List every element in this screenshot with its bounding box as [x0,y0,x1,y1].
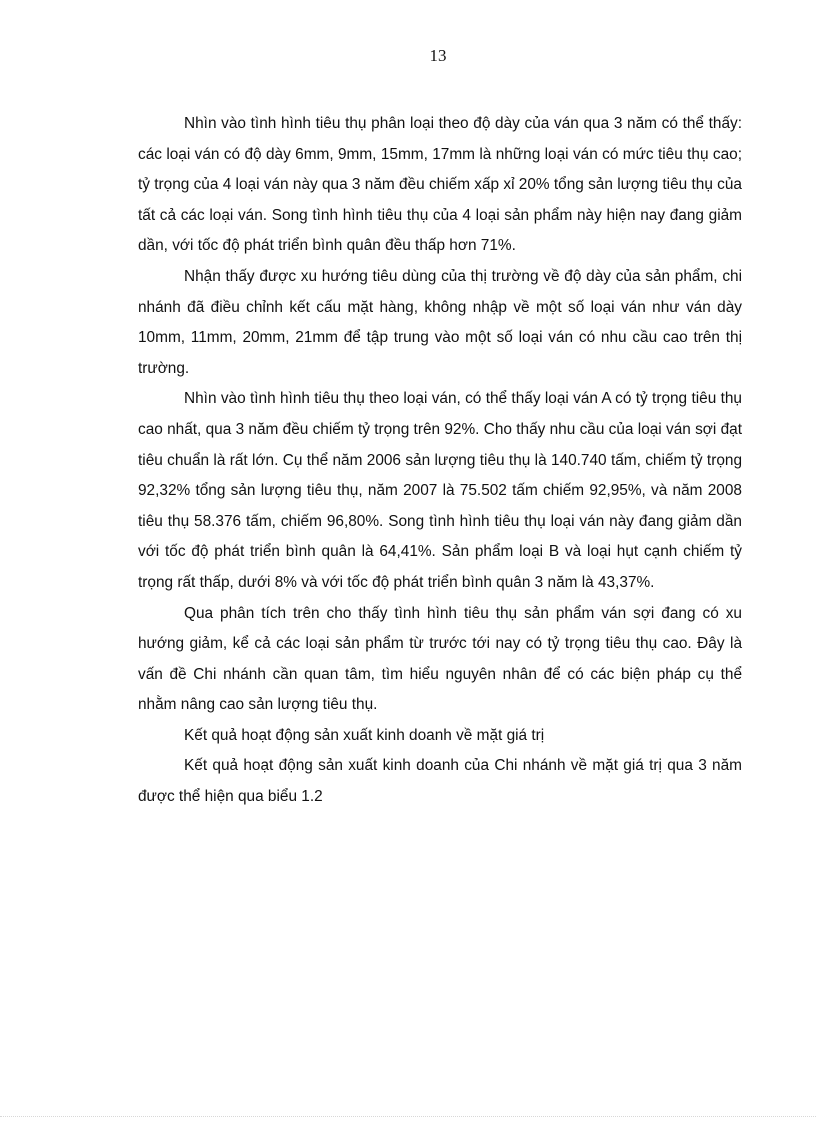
paragraph-board-type-analysis: Nhìn vào tình hình tiêu thụ theo loại ván, có thể thấy loại ván A có tỷ trọng tiêu thụ cao nhất, qua 3 năm đều chiếm tỷ trọng trên 92%. Cho thấy nhu cầu của loại ván sợi đạt tiêu chuẩn là rất lớn. Cụ thể năm 2006 sản lượng tiêu thụ là 140.740 tấm, chiếm tỷ trọng 92,32% tổng sản lượng tiêu thụ, năm 2007 là 75.502 tấm chiếm 92,95%, và năm 2008 tiêu thụ 58.376 tấm, chiếm 96,80%. Song tình hình tiêu thụ loại ván này đang giảm dần với tốc độ phát triển bình quân là 64,41%. Sản phẩm loại B và loại hụt cạnh chiếm tỷ trọng rất thấp, dưới 8% và với tốc độ phát triển bình quân 3 năm là 43,37%. [138,390,742,591]
body-text [138,109,742,813]
section-heading: Kết quả hoạt động sản xuất kinh doanh về mặt giá trị [184,726,545,744]
paragraph-conclusion: Qua phân tích trên cho thấy tình hình tiêu thụ sản phẩm ván sợi đang có xu hướng giảm, kể cả các loại sản phẩm từ trước tới nay có tỷ trọng tiêu thụ cao. Đây là vấn đề Chi nhánh cần quan tâm, tìm hiểu nguyên nhân để có các biện pháp cụ thể nhằm nâng cao sản lượng tiêu thụ. [138,604,742,714]
paragraph-value-results: Kết quả hoạt động sản xuất kinh doanh của Chi nhánh về mặt giá trị qua 3 năm được thể hiện qua biểu 1.2 [138,757,742,806]
page-bottom-divider [0,1116,816,1117]
paragraph-thickness-analysis: Nhìn vào tình hình tiêu thụ phân loại theo độ dày của ván qua 3 năm có thể thấy: các loại ván có độ dày 6mm, 9mm, 15mm, 17mm là những loại ván có mức tiêu thụ cao; tỷ trọng của 4 loại ván này qua 3 năm đều chiếm xấp xỉ 20% tổng sản lượng tiêu thụ của tất cả các loại ván. Song tình hình tiêu thụ của 4 loại sản phẩm này hiện nay đang giảm dần, với tốc độ phát triển bình quân đều thấp hơn 71%. [138,115,742,255]
paragraph-market-trend: Nhận thấy được xu hướng tiêu dùng của thị trường về độ dày của sản phẩm, chi nhánh đã điều chỉnh kết cấu mặt hàng, không nhập về một số loại ván như ván dày 10mm, 11mm, 20mm, 21mm để tập trung vào một số loại ván có nhu cầu cao trên thị trường. [138,267,742,377]
page-number: 13 [429,46,447,65]
